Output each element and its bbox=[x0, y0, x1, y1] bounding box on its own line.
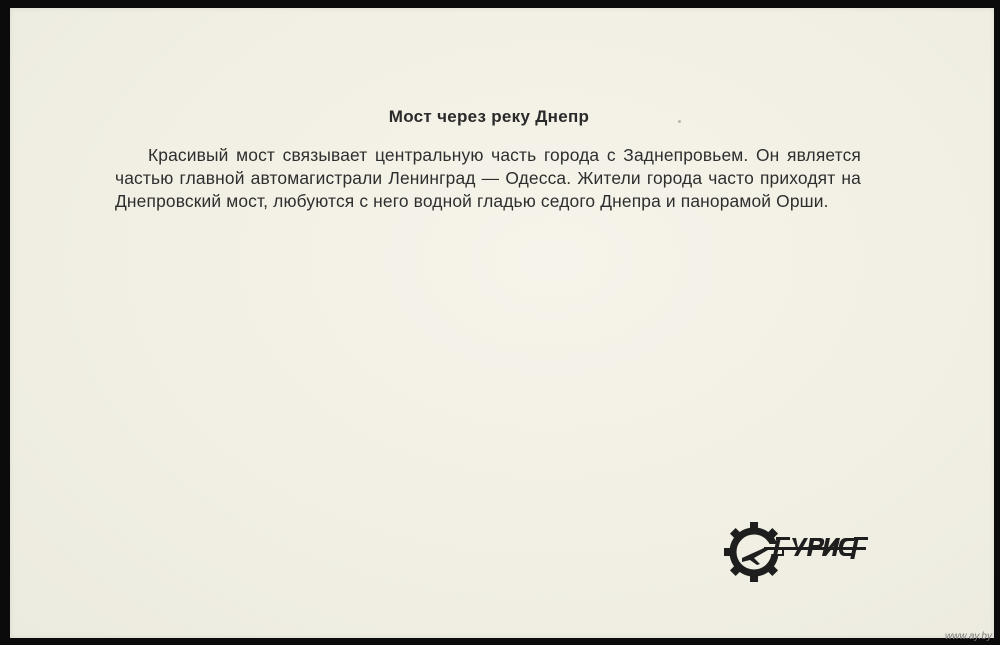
turist-logo bbox=[724, 518, 870, 584]
gear-icon bbox=[724, 518, 870, 584]
card-title: Мост через реку Днепр bbox=[388, 107, 590, 126]
postcard-back bbox=[10, 8, 994, 638]
watermark: www.ay.by bbox=[944, 631, 992, 642]
paper-speck bbox=[678, 120, 681, 123]
card-paragraph: Красивый мост связывает центральную часть города с Заднепровьем. Он является частью главной автомагистрали Ленинград — Одесса. Жители города часто приходят на Днепровский мост, любуются с него водной гладью седого Днепра и панорамой Орши. bbox=[115, 145, 861, 211]
